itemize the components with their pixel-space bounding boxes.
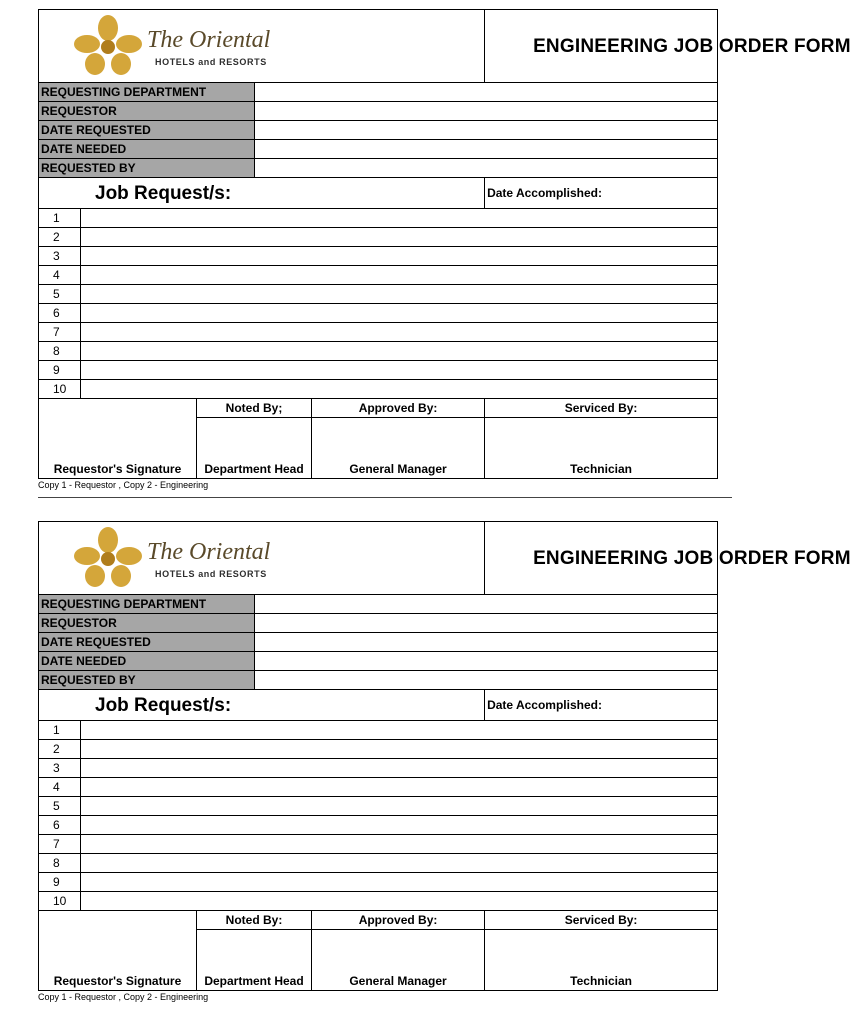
job-request-line[interactable] <box>81 816 718 835</box>
row-number: 4 <box>39 778 81 797</box>
field-label-date-requested: DATE REQUESTED <box>39 121 255 140</box>
field-value-requested-by[interactable] <box>255 159 718 178</box>
job-request-heading: Job Request/s: <box>39 178 485 209</box>
noted-by-label: Noted By: <box>197 911 312 930</box>
field-value-date-requested[interactable] <box>255 633 718 652</box>
row-number: 10 <box>39 892 81 911</box>
field-value-requestor[interactable] <box>255 102 718 121</box>
field-label-date-needed: DATE NEEDED <box>39 652 255 671</box>
field-value-requested-by[interactable] <box>255 671 718 690</box>
job-request-line[interactable] <box>81 721 718 740</box>
cut-line-divider <box>38 497 732 498</box>
job-request-line[interactable] <box>81 247 718 266</box>
serviced-by-label: Serviced By: <box>485 399 718 418</box>
orchid-flower-icon <box>73 14 143 78</box>
row-number: 4 <box>39 266 81 285</box>
serviced-by-label: Serviced By: <box>485 911 718 930</box>
copy-note: Copy 1 - Requestor , Copy 2 - Engineering <box>38 480 209 490</box>
field-label-requestor: REQUESTOR <box>39 102 255 121</box>
field-value-requesting-department[interactable] <box>255 83 718 102</box>
row-number: 7 <box>39 835 81 854</box>
row-number: 10 <box>39 380 81 399</box>
row-number: 9 <box>39 873 81 892</box>
row-number: 3 <box>39 759 81 778</box>
date-accomplished-label: Date Accomplished: <box>485 178 718 209</box>
hotel-logo <box>73 14 283 80</box>
form-title: ENGINEERING JOB ORDER FORM <box>485 522 718 595</box>
row-number: 1 <box>39 209 81 228</box>
row-number: 3 <box>39 247 81 266</box>
logo-cell <box>39 10 485 83</box>
job-order-form-copy-1 <box>38 9 851 490</box>
hotel-logo <box>73 526 283 592</box>
field-label-requested-by: REQUESTED BY <box>39 671 255 690</box>
job-request-line[interactable] <box>81 361 718 380</box>
row-number: 2 <box>39 740 81 759</box>
row-number: 5 <box>39 285 81 304</box>
department-head-signature[interactable]: Department Head <box>197 418 312 479</box>
job-request-line[interactable] <box>81 740 718 759</box>
logo-cell <box>39 522 485 595</box>
date-accomplished-label: Date Accomplished: <box>485 690 718 721</box>
brand-name: The Oriental <box>147 27 271 53</box>
technician-signature[interactable]: Technician <box>485 930 718 991</box>
job-request-line[interactable] <box>81 759 718 778</box>
row-number: 6 <box>39 304 81 323</box>
approved-by-label: Approved By: <box>312 911 485 930</box>
job-request-line[interactable] <box>81 209 718 228</box>
field-value-requestor[interactable] <box>255 614 718 633</box>
requestor-signature-label: Requestor's Signature <box>39 911 197 991</box>
field-label-requested-by: REQUESTED BY <box>39 159 255 178</box>
job-request-line[interactable] <box>81 854 718 873</box>
row-number: 7 <box>39 323 81 342</box>
technician-signature[interactable]: Technician <box>485 418 718 479</box>
general-manager-signature[interactable]: General Manager <box>312 930 485 991</box>
field-label-requestor: REQUESTOR <box>39 614 255 633</box>
field-label-requesting-department: REQUESTING DEPARTMENT <box>39 83 255 102</box>
form-table <box>38 9 851 479</box>
requestor-signature-label: Requestor's Signature <box>39 399 197 479</box>
job-request-line[interactable] <box>81 797 718 816</box>
row-number: 1 <box>39 721 81 740</box>
field-value-date-needed[interactable] <box>255 652 718 671</box>
job-request-heading: Job Request/s: <box>39 690 485 721</box>
form-title: ENGINEERING JOB ORDER FORM <box>485 10 718 83</box>
job-request-line[interactable] <box>81 228 718 247</box>
noted-by-label: Noted By; <box>197 399 312 418</box>
field-label-requesting-department: REQUESTING DEPARTMENT <box>39 595 255 614</box>
job-request-line[interactable] <box>81 778 718 797</box>
field-label-date-requested: DATE REQUESTED <box>39 633 255 652</box>
row-number: 8 <box>39 854 81 873</box>
general-manager-signature[interactable]: General Manager <box>312 418 485 479</box>
brand-subtitle: HOTELS and RESORTS <box>155 569 267 579</box>
row-number: 8 <box>39 342 81 361</box>
job-request-line[interactable] <box>81 873 718 892</box>
job-request-line[interactable] <box>81 380 718 399</box>
job-request-line[interactable] <box>81 266 718 285</box>
row-number: 5 <box>39 797 81 816</box>
job-order-form-copy-2 <box>38 521 851 1002</box>
job-request-line[interactable] <box>81 304 718 323</box>
job-request-line[interactable] <box>81 892 718 911</box>
job-request-line[interactable] <box>81 323 718 342</box>
field-label-date-needed: DATE NEEDED <box>39 140 255 159</box>
row-number: 2 <box>39 228 81 247</box>
field-value-date-requested[interactable] <box>255 121 718 140</box>
job-request-line[interactable] <box>81 342 718 361</box>
job-request-line[interactable] <box>81 835 718 854</box>
field-value-date-needed[interactable] <box>255 140 718 159</box>
copy-note: Copy 1 - Requestor , Copy 2 - Engineering <box>38 992 209 1002</box>
approved-by-label: Approved By: <box>312 399 485 418</box>
form-table <box>38 521 851 991</box>
job-request-line[interactable] <box>81 285 718 304</box>
department-head-signature[interactable]: Department Head <box>197 930 312 991</box>
orchid-flower-icon <box>73 526 143 590</box>
brand-subtitle: HOTELS and RESORTS <box>155 57 267 67</box>
row-number: 6 <box>39 816 81 835</box>
field-value-requesting-department[interactable] <box>255 595 718 614</box>
brand-name: The Oriental <box>147 539 271 565</box>
row-number: 9 <box>39 361 81 380</box>
